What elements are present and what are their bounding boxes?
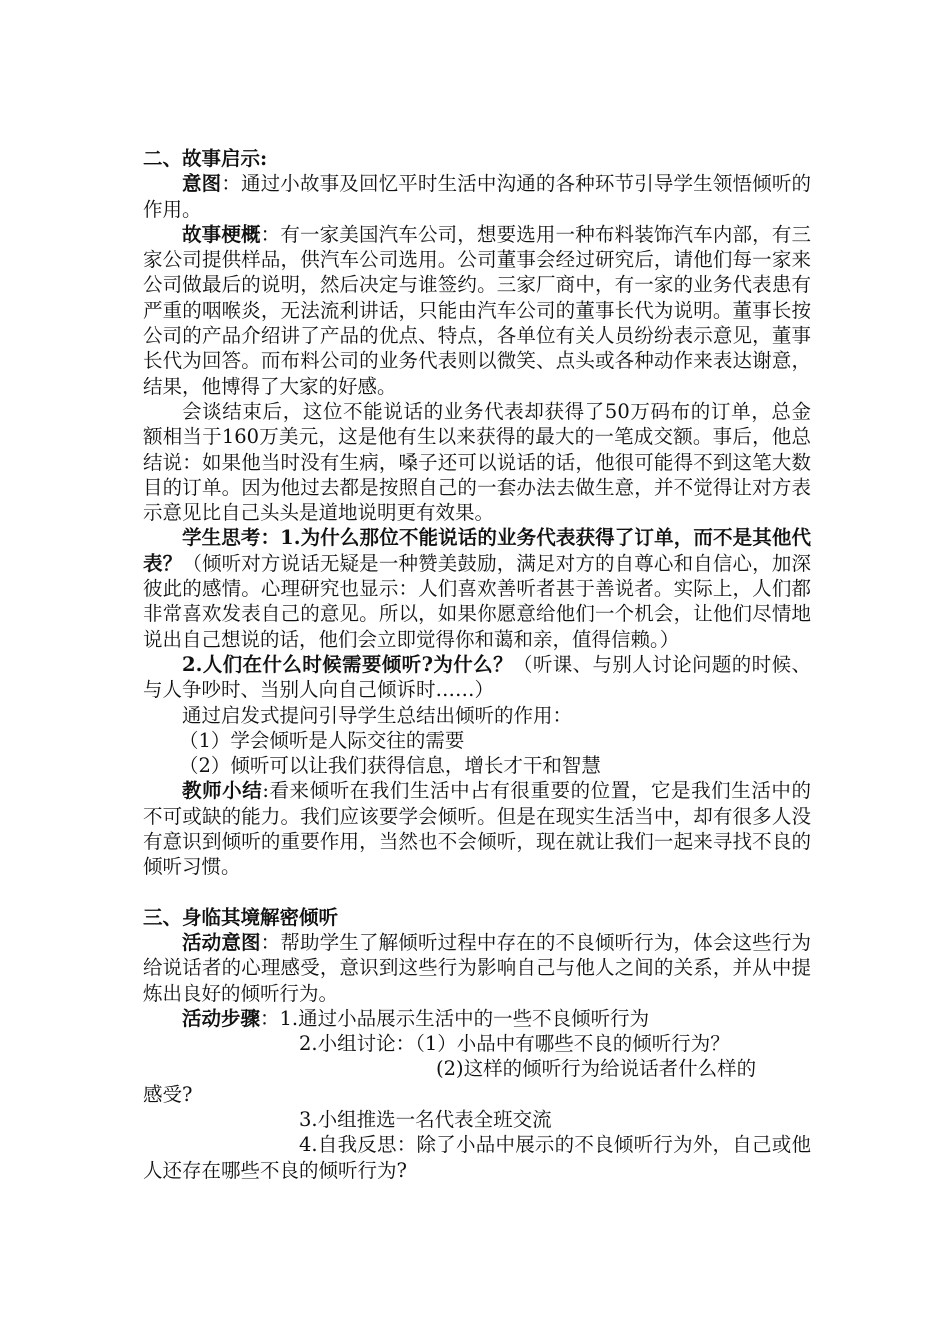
summary-text: :看来倾听在我们生活中占有很重要的位置，它是我们生活中的不可或缺的能力。我们应该要学会倾听。但是在现实生活当中，却有很多人没有意识到倾听的重要作用，当然也不会倾听，现在就让我们一起来寻找不良的倾听习惯。 xyxy=(143,779,811,879)
story-paragraph-2: 会谈结束后，这位不能说话的业务代表却获得了50万码布的订单，总金额相当于160万美元，这是他有生以来获得的最大的一笔成交额。事后，他总结说：如果他当时没有生病，嗓子还可以说话的话，他很可能得不到这笔大数目的订单。因为他过去都是按照自己的一套办法去做生意，并不觉得让对方表示意见比自己头头是道地说明更有效果。 xyxy=(143,399,811,525)
step-2: 2.小组讨论：（1）小品中有哪些不良的倾听行为？ xyxy=(299,1032,730,1056)
section2-heading: 二、故事启示: xyxy=(143,147,268,170)
step-1: ：1.通过小品展示生活中的一些不良倾听行为 xyxy=(260,1006,650,1030)
story-text: ：有一家美国汽车公司，想要选用一种布料装饰汽车内部，有三家公司提供样品，供汽车公司选用。公司董事会经过研究后，请他们每一家来公司做最后的说明，然后决定与谁签约。三家厂商中，有一家的业务代表患有严重的咽喉炎，无法流利讲话，只能由汽车公司的董事长代为说明。董事长按公司的产品介绍讲了产品的优点、特点，各单位有关人员纷纷表示意见，董事长代为回答。而布料公司的业务代表则以微笑、点头或各种动作来表达谢意，结果，他博得了大家的好感。 xyxy=(143,222,811,398)
summary-label: 教师小结 xyxy=(182,779,263,803)
step-2b-continued: 感受? xyxy=(143,1082,193,1106)
intent-paragraph xyxy=(143,171,811,222)
story-paragraph xyxy=(143,222,811,399)
question2-text: （听课、与别人讨论问题的时候、与人争吵时、当别人向自己倾诉时……） xyxy=(143,652,811,702)
intent-label: 意图 xyxy=(182,172,222,196)
steps-line-1 xyxy=(143,1006,811,1031)
think-text: （倾听对方说话无疑是一种赞美鼓励，满足对方的自尊心和自信心，加深彼此的感情。心理研究也显示：人们喜欢善听者甚于善说者。实际上，人们都非常喜欢发表自己的意见。所以，如果你愿意给他们一个机会，让他们尽情地说出自己想说的话，他们会立即觉得你和蔼和亲，值得信赖。） xyxy=(143,551,811,651)
summary-paragraph xyxy=(143,778,811,879)
purpose-text: ：帮助学生了解倾听过程中存在的不良倾听行为，体会这些行为给说话者的心理感受，意识到这些行为影响自己与他人之间的关系，并从中提炼出良好的倾听行为。 xyxy=(143,930,811,1005)
purpose-label: 活动意图 xyxy=(182,930,261,954)
question2-label: 2.人们在什么时候需要倾听?为什么？ xyxy=(182,652,513,676)
list-item: （1）学会倾听是人际交往的需要 xyxy=(179,728,465,752)
question2-paragraph xyxy=(143,652,811,703)
step-2b: (2)这样的倾听行为给说话者什么样的 xyxy=(436,1057,757,1081)
think-label: 学生思考：1.为什么那位不能说话的业务代表获得了订单，而不是其他代表？ xyxy=(143,526,811,575)
intent-text: ：通过小故事及回忆平时生活中沟通的各种环节引导学生领悟倾听的作用。 xyxy=(143,172,811,221)
guide-paragraph: 通过启发式提问引导学生总结出倾听的作用： xyxy=(182,703,573,727)
purpose-paragraph xyxy=(143,930,811,1006)
think-paragraph xyxy=(143,525,811,651)
section3-heading: 三、身临其境解密倾听 xyxy=(143,905,339,929)
document-body xyxy=(143,146,811,1183)
section-spacer xyxy=(143,880,811,905)
step-3: 3.小组推选一名代表全班交流 xyxy=(299,1107,552,1131)
steps-label: 活动步骤 xyxy=(182,1006,261,1030)
step-4: 4.自我反思：除了小品中展示的不良倾听行为外，自己或他人还存在哪些不良的倾听行为? xyxy=(143,1133,811,1182)
list-item: （2）倾听可以让我们获得信息，增长才干和智慧 xyxy=(179,754,601,778)
story-label: 故事梗概 xyxy=(182,222,261,246)
